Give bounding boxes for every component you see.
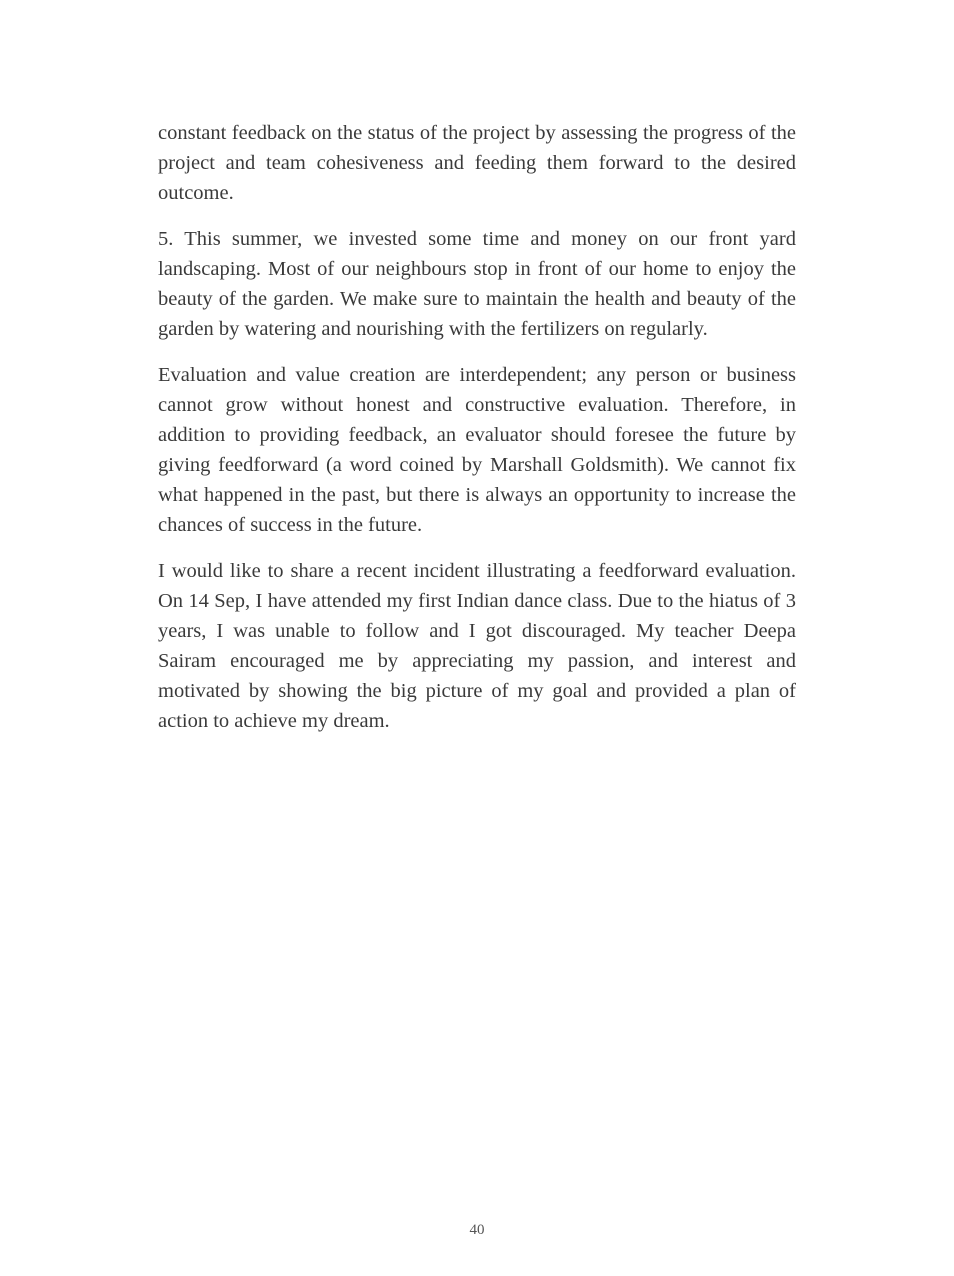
paragraph-dance-class: I would like to share a recent incident illustrating a feedforward evaluation. On 14 Sep, I have attended my first Indian dance class. Due to the hiatus of 3 years, I was unable to follow and I got discouraged. My teacher Deepa Sairam encouraged me by appreciating my passion, and interest and motivated by showing the big picture of my goal and provided a plan of action to achieve my dream. [158, 560, 796, 732]
paragraph-landscaping: 5. This summer, we invested some time and money on our front yard landscaping. Most of our neighbours stop in front of our home to enjoy the beauty of the garden. We make sure to maintain the health and beauty of the garden by watering and nourishing with the fertilizers on regularly. [158, 228, 796, 340]
page-number: 40 [469, 1222, 485, 1238]
page-body [158, 118, 796, 752]
paragraph-evaluation: Evaluation and value creation are interdependent; any person or business cannot grow without honest and constructive evaluation. Therefore, in addition to providing feedback, an evaluator should foresee the future by giving feedforward (a word coined by Marshall Goldsmith). We cannot fix what happened in the past, but there is always an opportunity to increase the chances of success in the future. [158, 364, 796, 536]
paragraph-feedback-continuation: constant feedback on the status of the project by assessing the progress of the project and team cohesiveness and feeding them forward to the desired outcome. [158, 122, 796, 204]
